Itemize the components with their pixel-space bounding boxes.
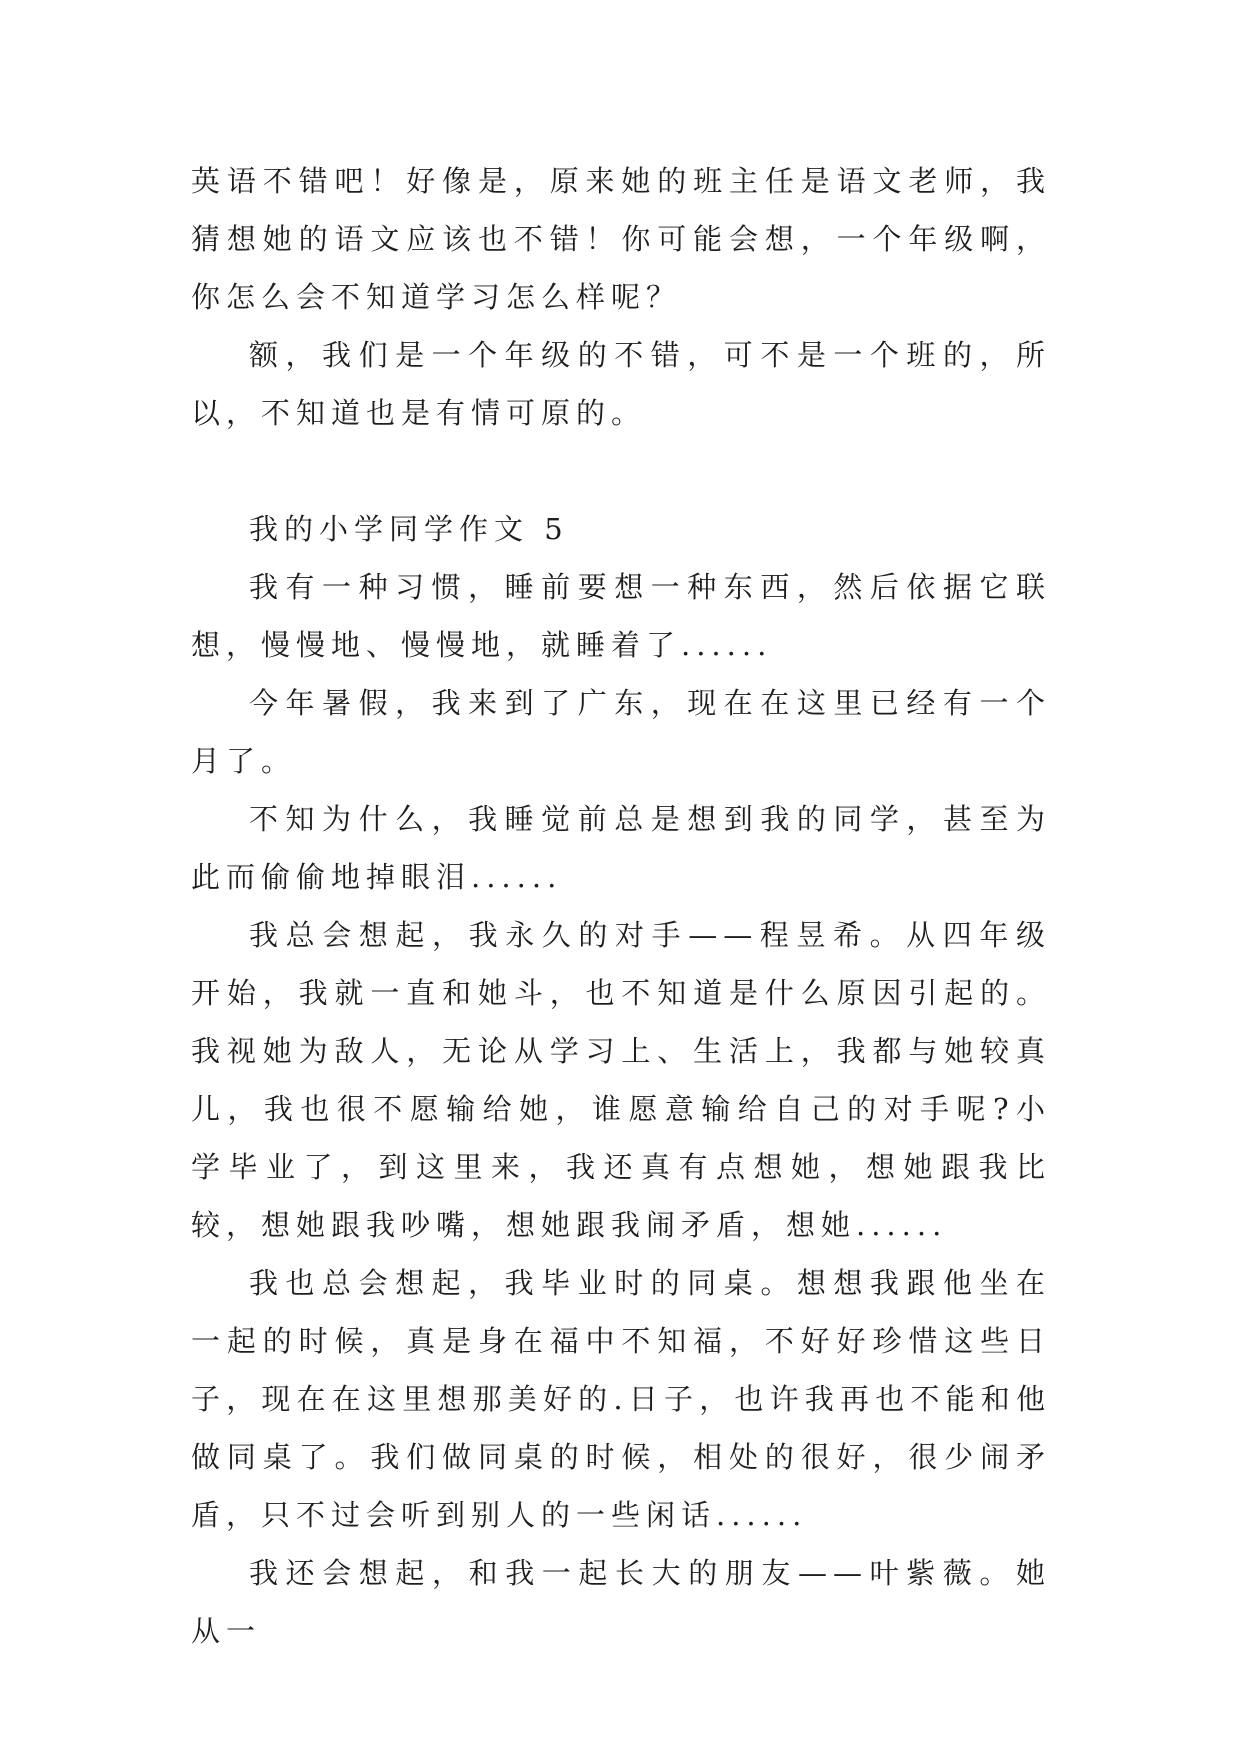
document-body [191,152,1051,1660]
paragraph: 我总会想起，我永久的对手——程昱希。从四年级开始，我就一直和她斗，也不知道是什么原因引起的。我视她为敌人，无论从学习上、生活上，我都与她较真儿，我也很不愿输给她，谁愿意输给自己的对手呢?小学毕业了，到这里来，我还真有点想她，想她跟我比较，想她跟我吵嘴，想她跟我闹矛盾，想她...... [191,918,1051,1242]
paragraph: 不知为什么，我睡觉前总是想到我的同学，甚至为此而偷偷地掉眼泪...... [191,802,1051,894]
paragraph: 我也总会想起，我毕业时的同桌。想想我跟他坐在一起的时候，真是身在福中不知福，不好好珍惜这些日子，现在在这里想那美好的.日子，也许我再也不能和他做同桌了。我们做同桌的时候，相处的很好，很少闹矛盾，只不过会听到别人的一些闲话...... [191,1266,1051,1532]
section-title: 我的小学同学作文 5 [249,512,569,546]
paragraph: 今年暑假，我来到了广东，现在在这里已经有一个月了。 [191,686,1051,778]
paragraph: 额，我们是一个年级的不错，可不是一个班的，所以，不知道也是有情可原的。 [191,338,1051,430]
paragraph-continued: 英语不错吧！好像是，原来她的班主任是语文老师，我猜想她的语文应该也不错！你可能会想，一个年级啊，你怎么会不知道学习怎么样呢？ [191,164,1051,314]
section-spacer [191,442,1051,500]
paragraph: 我还会想起，和我一起长大的朋友——叶紫薇。她从一 [191,1556,1051,1648]
paragraph: 我有一种习惯，睡前要想一种东西，然后依据它联想，慢慢地、慢慢地，就睡着了...... [191,570,1051,662]
